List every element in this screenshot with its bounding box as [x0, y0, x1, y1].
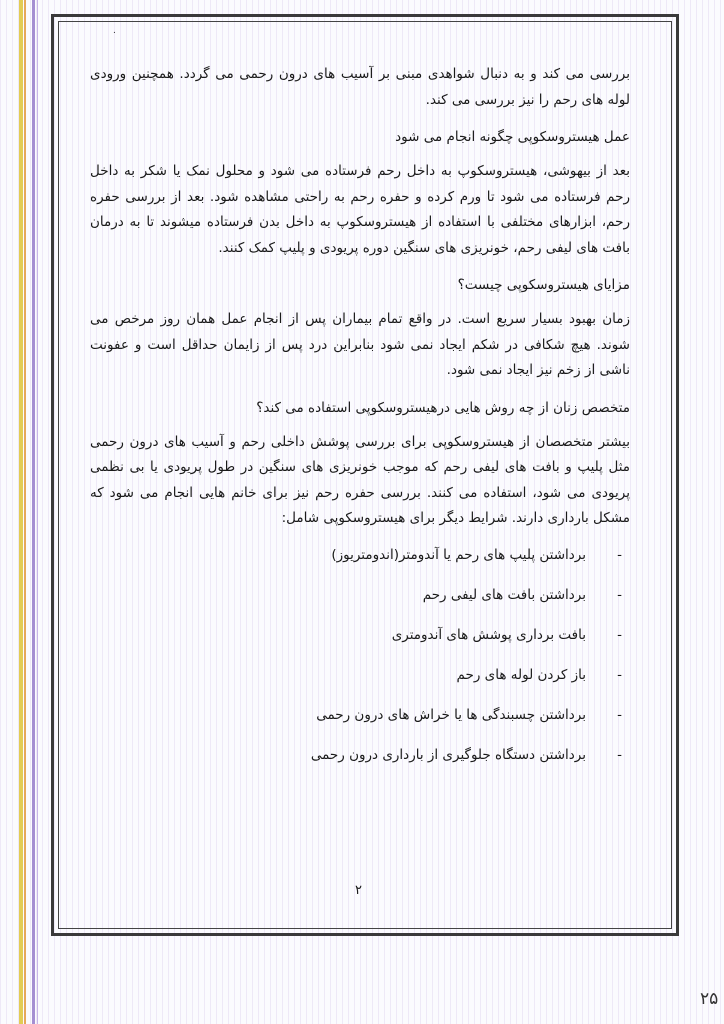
- usage-heading: متخصص زنان از چه روش هایی درهیستروسکوپی استفاده می کند؟: [256, 399, 630, 416]
- advantages-heading: مزایای هیستروسکوپی چیست؟: [457, 277, 630, 293]
- corner-page-number: ۲۵: [700, 989, 719, 1009]
- procedure-heading: عمل هیستروسکوپی چگونه انجام می شود: [395, 129, 630, 145]
- margin-stripe-orange: [24, 0, 26, 1024]
- list-item: - برداشتن بافت های لیفی رحم: [90, 584, 630, 606]
- margin-stripe-purple: [32, 0, 35, 1024]
- page-number: ۲: [355, 883, 362, 898]
- document-body: [90, 62, 630, 784]
- usage-paragraph: بیشتر متخصصان از هیستروسکوپی برای بررسی پوشش داخلی رحم و آسیب های درون رحمی مثل پلیپ و بافت های لیفی رحم که موجب خونریزی های سنگین در طول پریودی یا بی نظمی پریودی می شود، استفاده می کنند. بررسی حفره رحم نیز برای خانم هایی انجام می شود که مشکل بارداری دارند. شرایط دیگر برای هیستروسکوپی شامل:: [90, 433, 630, 526]
- list-item: - برداشتن پلیپ های رحم یا آندومتر(اندومتریوز): [90, 544, 630, 566]
- advantages-paragraph: زمان بهبود بسیار سریع است. در واقع تمام بیماران پس از انجام عمل همان روز مرخص می شوند. هیچ شکافی در شکم ایجاد نمی شود بنابراین درد پس از زایمان حداقل است و عفونت ناشی از زخم نیز ایجاد نمی شود.: [90, 311, 630, 378]
- list-item: - بافت برداری پوشش های آندومتری: [90, 624, 630, 646]
- procedure-paragraph: بعد از بیهوشی، هیستروسکوپ به داخل رحم فرستاده می شود و محلول نمک یا شکر به داخل رحم فرستاده می شود تا ورم کرده و حفره رحم به راحتی مشاهده شود. بعد از بررسی حفره رحم، ابزارهای مختلفی با استفاده از هیستروسکوپ به داخل بدن فرستاده میشوند تا به درمان بافت های لیفی رحم، خونریزی های سنگین دوره پریودی و پلیپ کمک کنند.: [90, 163, 630, 256]
- conditions-list: [90, 544, 630, 766]
- list-item: - برداشتن دستگاه جلوگیری از بارداری درون رحمی: [90, 744, 630, 766]
- margin-stripe-lavender: [37, 0, 38, 1024]
- margin-stripe-yellow: [19, 0, 23, 1024]
- corner-mark: ٠: [112, 28, 117, 38]
- list-item: - برداشتن چسبندگی ها یا خراش های درون رحمی: [90, 704, 630, 726]
- intro-paragraph: بررسی می کند و به دنبال شواهدی مبنی بر آسیب های درون رحمی می گردد. همچنین ورودی لوله های رحم را نیز بررسی می کند.: [90, 66, 630, 108]
- list-item: - باز کردن لوله های رحم: [90, 664, 630, 686]
